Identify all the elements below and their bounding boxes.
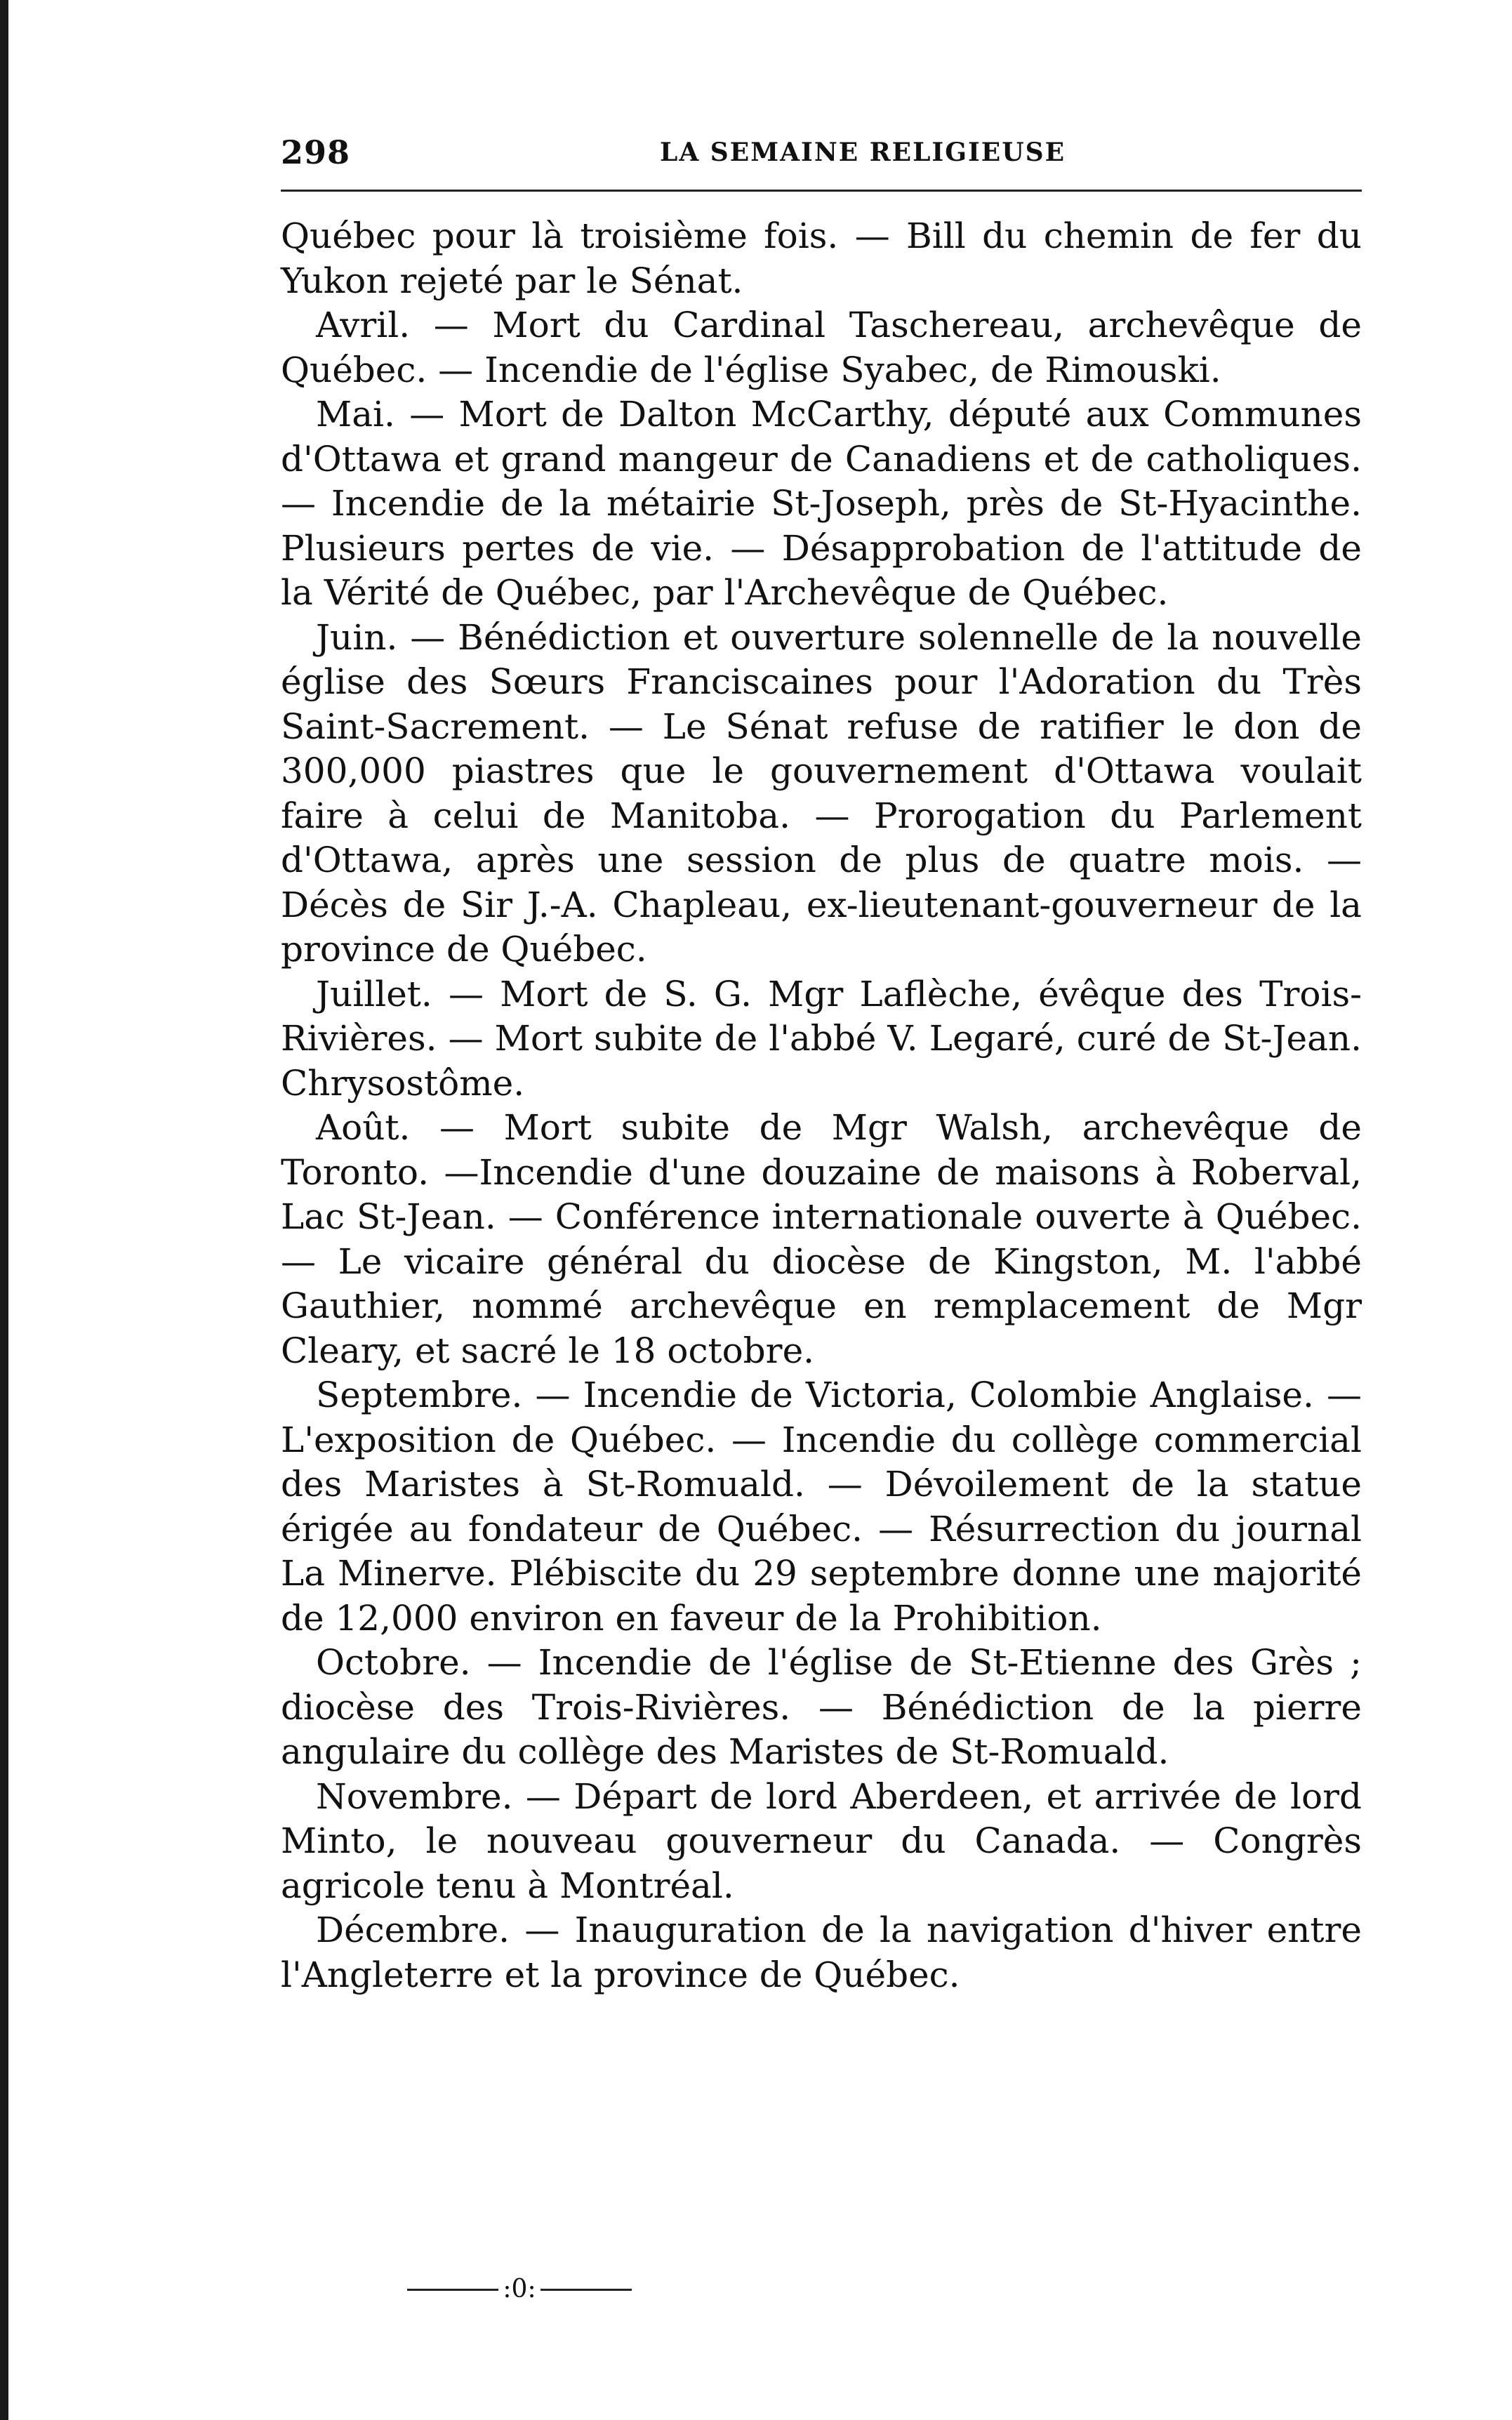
paragraph: Avril. — Mort du Cardinal Taschereau, archevêque de Québec. — Incendie de l'église Syabec, de Rimouski. [281,305,1362,390]
ornament-mark: :0: [503,2275,536,2303]
page-number: 298 [281,133,351,171]
running-head: LA SEMAINE RELIGIEUSE [660,138,1066,167]
end-ornament [407,2275,632,2303]
paragraph: Juin. — Bénédiction et ouverture solennelle de la nouvelle église des Sœurs Franciscaines pour l'Adoration du Très Saint-Sacrement. — Le Sénat refuse de ratifier le don de 300,000 piastres que le gouvernement d'Ottawa voulait faire à celui de Manitoba. — Prorogation du Parlement d'Ottawa, après une session de plus de quatre mois. — Décès de Sir J.-A. Chapleau, ex-lieutenant-gouverneur de la province de Québec. [281,616,1362,970]
body-text [281,214,1362,1997]
paragraph: Novembre. — Départ de lord Aberdeen, et arrivée de lord Minto, le nouveau gouverneur du Canada. — Congrès agricole tenu à Montréal. [281,1776,1362,1906]
paragraph: Juillet. — Mort de S. G. Mgr Laflèche, évêque des Trois-Rivières. — Mort subite de l'abbé V. Legaré, curé de St-Jean. Chrysostôme. [281,973,1362,1104]
page-header [281,126,1362,183]
ornament-rule-left [407,2289,498,2291]
paragraph: Mai. — Mort de Dalton McCarthy, député aux Communes d'Ottawa et grand mangeur de Canadiens et de catholiques. — Incendie de la métairie St-Joseph, près de St-Hyacinthe. Plusieurs pertes de vie. — Désapprobation de l'attitude de la Vérité de Québec, par l'Archevêque de Québec. [281,394,1362,613]
ornament-rule-right [541,2289,632,2291]
paragraph: Octobre. — Incendie de l'église de St-Etienne des Grès ; diocèse des Trois-Rivières. — Bénédiction de la pierre angulaire du collège des Maristes de St-Romuald. [281,1642,1362,1772]
paragraph: Décembre. — Inauguration de la navigation d'hiver entre l'Angleterre et la province de Québec. [281,1910,1362,1995]
paragraph: Septembre. — Incendie de Victoria, Colombie Anglaise. — L'exposition de Québec. — Incendie du collège commercial des Maristes à St-Romuald. — Dévoilement de la statue érigée au fondateur de Québec. — Résurrection du journal La Minerve. Plébiscite du 29 septembre donne une majorité de 12,000 environ en faveur de la Prohibition. [281,1375,1362,1639]
paragraph: Août. — Mort subite de Mgr Walsh, archevêque de Toronto. —Incendie d'une douzaine de maisons à Roberval, Lac St-Jean. — Conférence internationale ouverte à Québec. — Le vicaire général du diocèse de Kingston, M. l'abbé Gauthier, nommé archevêque en remplacement de Mgr Cleary, et sacré le 18 octobre. [281,1107,1362,1371]
paragraph: Québec pour là troisième fois. — Bill du chemin de fer du Yukon rejeté par le Sénat. [281,216,1362,301]
book-page [281,126,1362,1995]
binding-edge [0,0,8,2420]
header-rule [281,190,1362,192]
